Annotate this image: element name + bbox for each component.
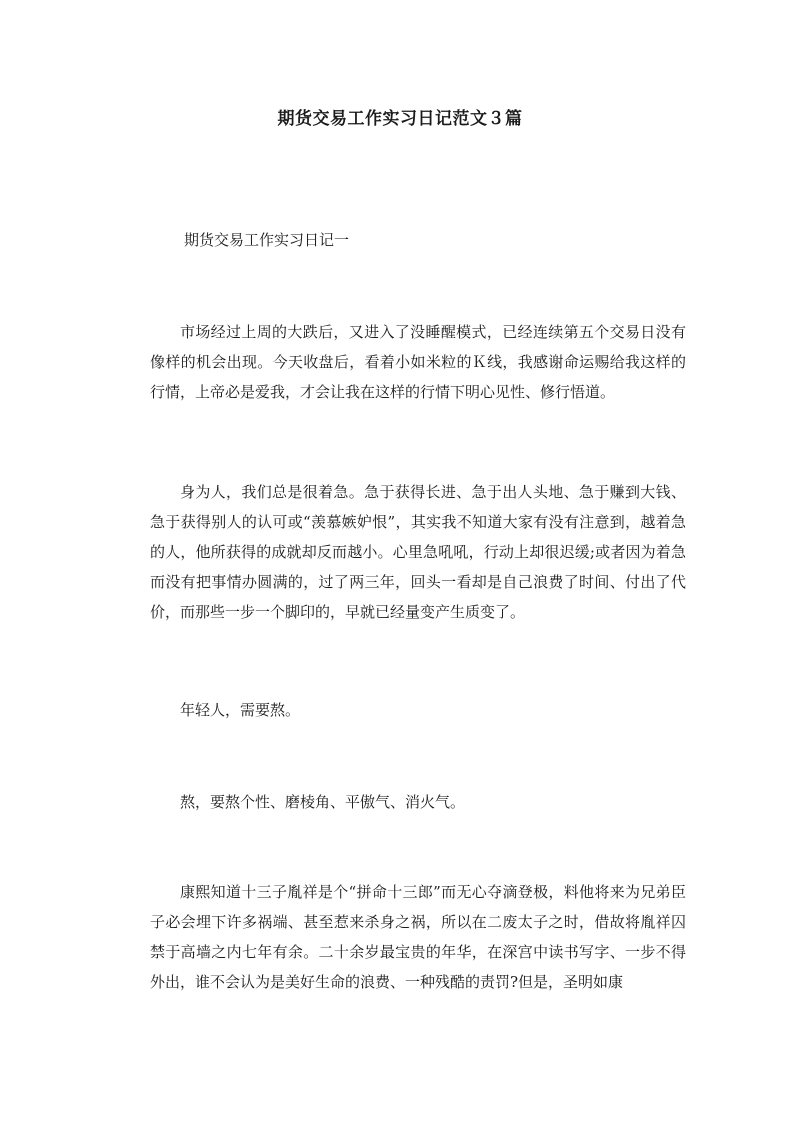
paragraph-3: 年轻人，需要熬。 (180, 701, 301, 719)
paragraph-4: 熬，要熬个性、磨棱角、平傲气、消火气。 (180, 793, 466, 811)
paragraph-1: 市场经过上周的大跌后，又进入了没睡醒模式，已经连续第五个交易日没有像样的机会出现。今天收盘后，看着小如米粒的Ｋ线，我感谢命运赐给我这样的行情，上帝必是爱我，才会让我在这样的行情下明心见性、修行悟道。 (150, 323, 686, 401)
document-title: 期货交易工作实习日记范文３篇 (277, 109, 523, 129)
paragraph-5: 康熙知道十三子胤祥是个“拼命十三郎”而无心夺滴登极，料他将来为兄弟臣子必会埋下许多祸端、甚至惹来杀身之祸，所以在二废太子之时，借故将胤祥囚禁于高墙之内七年有余。二十余岁最宝贵的年华，在深宫中读书写字、一步不得外出，谁不会认为是美好生命的浪费、一种残酷的责罚?但是，圣明如康 (150, 883, 686, 991)
section-title: 期货交易工作实习日记一 (184, 231, 350, 249)
paragraph-2: 身为人，我们总是很着急。急于获得长进、急于出人头地、急于赚到大钱、急于获得别人的认可或“羡慕嫉妒恨”，其实我不知道大家有没有注意到，越着急的人，他所获得的成就却反而越小。心里急吼吼，行动上却很迟缓;或者因为着急而没有把事情办圆满的，过了两三年，回头一看却是自己浪费了时间、付出了代价，而那些一步一个脚印的，早就已经量变产生质变了。 (150, 483, 686, 621)
